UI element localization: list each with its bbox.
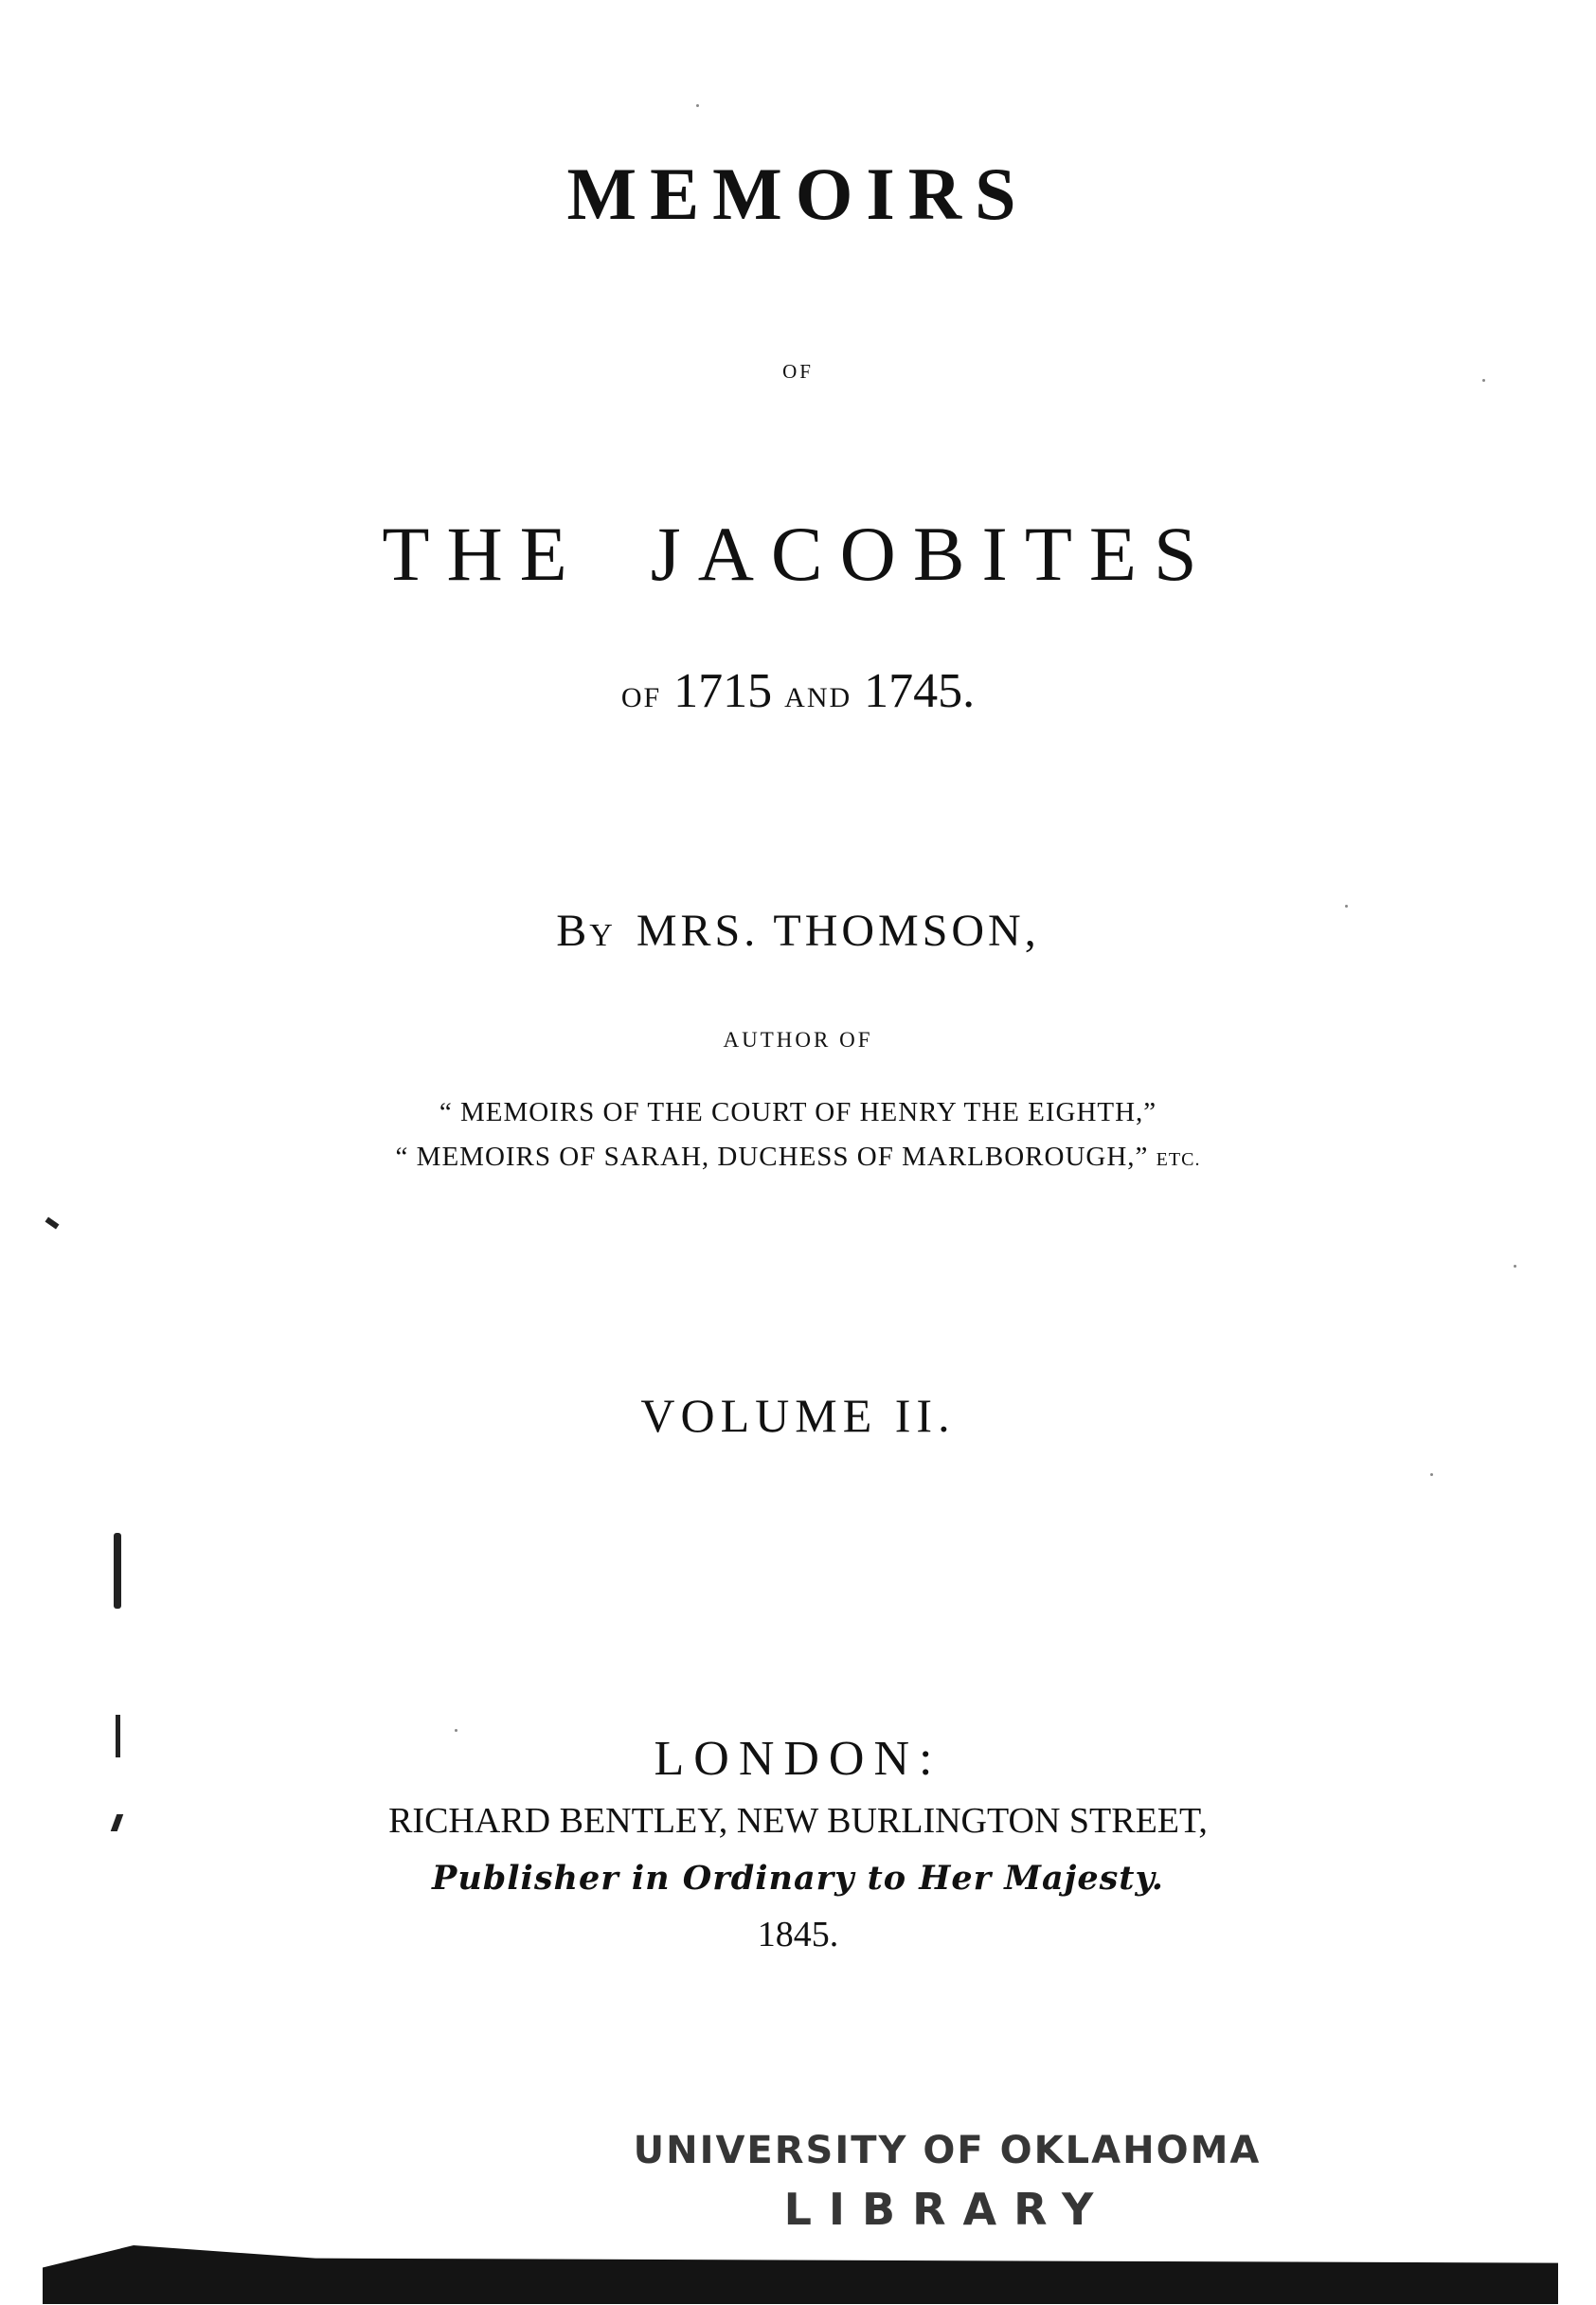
library-stamp-line1: UNIVERSITY OF OKLAHOMA <box>633 2129 1262 2172</box>
paper-speck <box>1482 379 1485 382</box>
date-range <box>0 663 1596 719</box>
scan-edge-shadow <box>43 2245 1558 2304</box>
works-etc: ETC. <box>1156 1149 1201 1170</box>
paper-speck <box>455 1729 457 1732</box>
paper-speck <box>696 104 699 107</box>
author-of-label: AUTHOR OF <box>723 1028 873 1052</box>
library-stamp-line2: LIBRARY <box>783 2184 1111 2235</box>
year-end: 1745. <box>864 664 976 718</box>
dates-of: OF <box>620 682 662 713</box>
margin-mark <box>114 1533 121 1609</box>
author-name: MRS. THOMSON, <box>636 906 1040 956</box>
subject-heading <box>0 510 1596 599</box>
subject-word-the: THE <box>382 511 584 597</box>
margin-mark <box>116 1715 120 1757</box>
paper-speck <box>1514 1265 1516 1268</box>
imprint-appointment: Publisher in Ordinary to Her Majesty. <box>432 1859 1164 1898</box>
title: MEMOIRS <box>566 153 1030 235</box>
margin-mark <box>45 1217 60 1230</box>
by-initial: B <box>556 906 590 956</box>
subject-word-jacobites: JACOBITES <box>650 511 1214 597</box>
previous-work-1: “ MEMOIRS OF THE COURT OF HENRY THE EIGHTH,” <box>439 1097 1157 1127</box>
year-start: 1715 <box>673 664 773 718</box>
imprint-year: 1845. <box>757 1915 839 1954</box>
previous-work-2-title: “ MEMOIRS OF SARAH, DUCHESS OF MARLBOROUGH,” <box>395 1142 1149 1172</box>
dates-and: AND <box>784 682 852 713</box>
title-of: OF <box>782 360 814 383</box>
paper-speck <box>1430 1473 1433 1476</box>
previous-work-2 <box>0 1142 1596 1173</box>
by-rest: Y <box>589 918 616 953</box>
imprint-publisher: RICHARD BENTLEY, NEW BURLINGTON STREET, <box>388 1801 1208 1841</box>
byline <box>0 905 1596 957</box>
paper-speck <box>1345 905 1348 908</box>
imprint-city: LONDON: <box>654 1732 942 1786</box>
volume-number: VOLUME II. <box>640 1389 956 1442</box>
